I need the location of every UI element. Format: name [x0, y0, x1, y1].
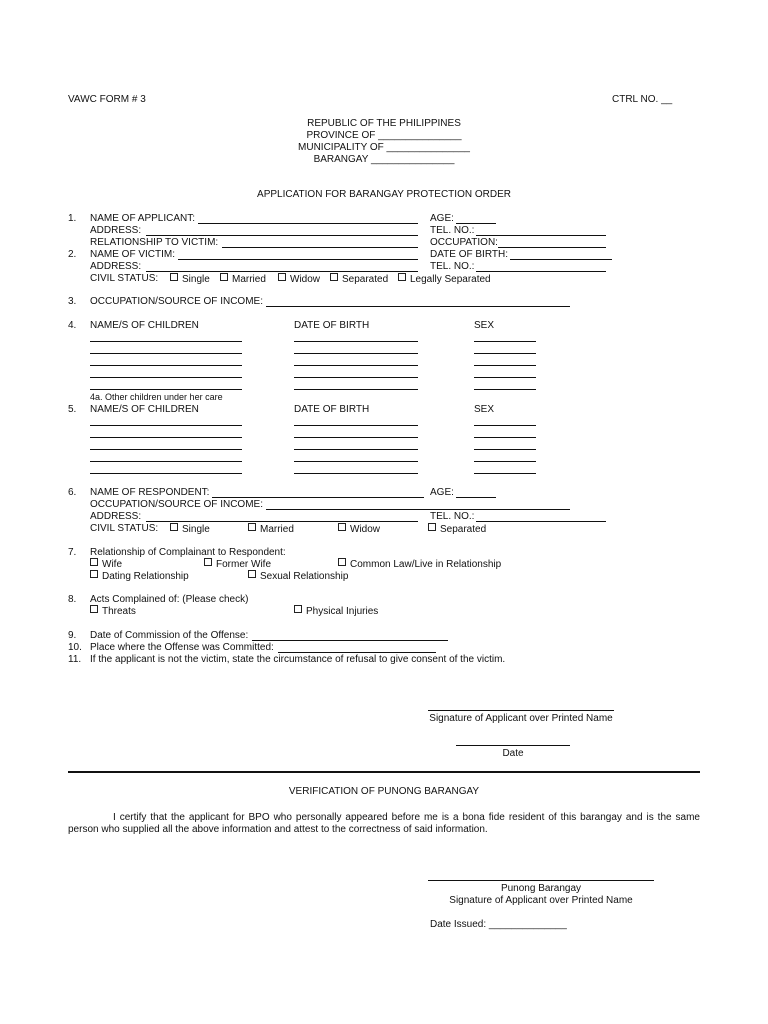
applicant-signature-label: Signature of Applicant over Printed Name — [429, 713, 613, 724]
child-name-field[interactable] — [90, 377, 242, 378]
item-9-number: 9. — [68, 630, 77, 641]
checkbox-icon[interactable] — [278, 273, 286, 281]
applicant-name-label: NAME OF APPLICANT: — [90, 213, 196, 224]
victim-name-field[interactable] — [178, 259, 418, 260]
relationship-option-dating[interactable]: Dating Relationship — [90, 570, 189, 583]
relationship-option-former-wife[interactable]: Former Wife — [204, 558, 271, 571]
child-sex-field[interactable] — [474, 353, 536, 354]
respondent-name-field[interactable] — [212, 497, 424, 498]
applicant-occupation-field[interactable] — [498, 247, 606, 248]
respondent-age-field[interactable] — [456, 497, 496, 498]
respondent-occupation-field[interactable] — [266, 509, 570, 510]
item-4-number: 4. — [68, 320, 77, 331]
victim-name-label: NAME OF VICTIM: — [90, 249, 175, 260]
other-child-name-field[interactable] — [90, 449, 242, 450]
other-child-sex-field[interactable] — [474, 437, 536, 438]
applicant-name-field[interactable] — [198, 223, 418, 224]
other-child-sex-field[interactable] — [474, 425, 536, 426]
child-sex-field[interactable] — [474, 377, 536, 378]
barangay-line: BARANGAY _______________ — [313, 154, 455, 165]
children-heading: NAME/S OF CHILDREN — [90, 320, 199, 331]
respondent-address-label: ADDRESS: — [90, 511, 142, 522]
victim-status-single[interactable]: Single — [170, 273, 210, 286]
respondent-age-label: AGE: — [430, 487, 454, 498]
children-sex-heading: SEX — [474, 320, 495, 331]
victim-tel-label: TEL. NO.: — [430, 261, 475, 272]
relationship-question: Relationship of Complainant to Respondent: — [90, 547, 286, 558]
item-5-number: 5. — [68, 404, 77, 415]
municipality-line: MUNICIPALITY OF _______________ — [298, 142, 470, 153]
ctrl-number: CTRL NO. __ — [612, 94, 673, 105]
child-dob-field[interactable] — [294, 377, 418, 378]
item-10-number: 10. — [68, 642, 82, 653]
date-issued: Date Issued: ______________ — [430, 919, 567, 930]
checkbox-icon[interactable] — [170, 273, 178, 281]
punong-barangay-title: Punong Barangay — [500, 883, 582, 894]
refusal-circumstance-label: If the applicant is not the victim, state the circumstance of refusal to give consent of the victim. — [90, 654, 506, 665]
victim-dob-field[interactable] — [510, 259, 612, 260]
other-child-name-field[interactable] — [90, 461, 242, 462]
other-child-name-field[interactable] — [90, 437, 242, 438]
children-dob-heading: DATE OF BIRTH — [294, 320, 370, 331]
item-3-number: 3. — [68, 296, 77, 307]
province-line: PROVINCE OF _______________ — [306, 130, 462, 141]
respondent-status-separated[interactable]: Separated — [428, 523, 486, 536]
occupation-income-field[interactable] — [266, 306, 570, 307]
child-dob-field[interactable] — [294, 353, 418, 354]
checkbox-icon[interactable] — [248, 523, 256, 531]
child-name-field[interactable] — [90, 341, 242, 342]
checkbox-icon[interactable] — [220, 273, 228, 281]
relationship-field[interactable] — [222, 247, 418, 248]
checkbox-icon[interactable] — [330, 273, 338, 281]
other-child-name-field[interactable] — [90, 425, 242, 426]
checkbox-icon[interactable] — [398, 273, 406, 281]
occupation-income-label: OCCUPATION/SOURCE OF INCOME: — [90, 296, 263, 307]
checkbox-icon[interactable] — [204, 558, 212, 566]
checkbox-icon[interactable] — [248, 570, 256, 578]
applicant-occupation-label: OCCUPATION: — [430, 237, 498, 248]
other-child-sex-field[interactable] — [474, 461, 536, 462]
checkbox-icon[interactable] — [90, 558, 98, 566]
respondent-civil-status-label: CIVIL STATUS: — [90, 523, 159, 534]
other-child-name-field[interactable] — [90, 473, 242, 474]
child-dob-field[interactable] — [294, 341, 418, 342]
applicant-age-field[interactable] — [456, 223, 496, 224]
checkbox-icon[interactable] — [90, 570, 98, 578]
applicant-address-field[interactable] — [146, 235, 418, 236]
item-7-number: 7. — [68, 547, 77, 558]
respondent-name-label: NAME OF RESPONDENT: — [90, 487, 210, 498]
respondent-tel-label: TEL. NO.: — [430, 511, 475, 522]
offense-place-field[interactable] — [278, 652, 436, 653]
victim-address-field[interactable] — [146, 271, 418, 272]
child-dob-field[interactable] — [294, 389, 418, 390]
item-8-number: 8. — [68, 594, 77, 605]
other-children-sex-heading: SEX — [474, 404, 495, 415]
act-option-threats[interactable]: Threats — [90, 605, 136, 618]
victim-status-widow[interactable]: Widow — [278, 273, 320, 286]
victim-dob-label: DATE OF BIRTH: — [430, 249, 508, 260]
other-child-dob-field[interactable] — [294, 461, 418, 462]
other-children-heading: NAME/S OF CHILDREN — [90, 404, 199, 415]
republic-heading: REPUBLIC OF THE PHILIPPINES — [307, 118, 461, 129]
item-1-number: 1. — [68, 213, 77, 224]
child-sex-field[interactable] — [474, 341, 536, 342]
respondent-address-field[interactable] — [146, 521, 418, 522]
section-divider — [68, 771, 700, 773]
relationship-option-sexual[interactable]: Sexual Relationship — [248, 570, 348, 583]
checkbox-icon[interactable] — [294, 605, 302, 613]
other-child-sex-field[interactable] — [474, 449, 536, 450]
relationship-label: RELATIONSHIP TO VICTIM: — [90, 237, 219, 248]
relationship-option-wife[interactable]: Wife — [90, 558, 122, 571]
applicant-tel-field[interactable] — [476, 235, 606, 236]
relationship-option-common-law[interactable]: Common Law/Live in Relationship — [338, 558, 501, 571]
checkbox-icon[interactable] — [90, 605, 98, 613]
checkbox-icon[interactable] — [170, 523, 178, 531]
respondent-status-married[interactable]: Married — [248, 523, 294, 536]
victim-status-separated[interactable]: Separated — [330, 273, 388, 286]
respondent-status-widow[interactable]: Widow — [338, 523, 380, 536]
form-title: APPLICATION FOR BARANGAY PROTECTION ORDER — [257, 189, 511, 200]
other-child-sex-field[interactable] — [474, 473, 536, 474]
offense-date-field[interactable] — [252, 640, 448, 641]
item-6-number: 6. — [68, 487, 77, 498]
victim-status-legally-separated[interactable]: Legally Separated — [398, 273, 491, 286]
applicant-address-label: ADDRESS: — [90, 225, 142, 236]
item-11-number: 11. — [68, 654, 82, 665]
victim-tel-field[interactable] — [476, 271, 606, 272]
other-children-dob-heading: DATE OF BIRTH — [294, 404, 370, 415]
checkbox-icon[interactable] — [428, 523, 436, 531]
victim-civil-status-label: CIVIL STATUS: — [90, 273, 159, 284]
other-child-dob-field[interactable] — [294, 437, 418, 438]
victim-status-married[interactable]: Married — [220, 273, 266, 286]
other-child-dob-field[interactable] — [294, 449, 418, 450]
child-name-field[interactable] — [90, 353, 242, 354]
respondent-occupation-label: OCCUPATION/SOURCE OF INCOME: — [90, 499, 263, 510]
verification-text: I certify that the applicant for BPO who personally appeared before me is a bona fide resident of this barangay and is the same person who supplied all the above information and attest to the correctness of said information. — [68, 812, 700, 835]
punong-barangay-signature-line[interactable] — [428, 880, 654, 881]
act-option-physical-injuries[interactable]: Physical Injuries — [294, 605, 378, 618]
other-child-dob-field[interactable] — [294, 473, 418, 474]
checkbox-icon[interactable] — [338, 523, 346, 531]
applicant-signature-line[interactable] — [428, 710, 614, 711]
item-2-number: 2. — [68, 249, 77, 260]
offense-date-label: Date of Commission of the Offense: — [90, 630, 249, 641]
checkbox-icon[interactable] — [338, 558, 346, 566]
child-dob-field[interactable] — [294, 365, 418, 366]
applicant-tel-label: TEL. NO.: — [430, 225, 475, 236]
punong-barangay-signature-label: Signature of Applicant over Printed Name — [449, 895, 633, 906]
victim-address-label: ADDRESS: — [90, 261, 142, 272]
child-name-field[interactable] — [90, 389, 242, 390]
child-sex-field[interactable] — [474, 365, 536, 366]
other-child-dob-field[interactable] — [294, 425, 418, 426]
child-sex-field[interactable] — [474, 389, 536, 390]
form-label: VAWC FORM # 3 — [68, 94, 146, 105]
verification-title: VERIFICATION OF PUNONG BARANGAY — [288, 786, 480, 797]
applicant-age-label: AGE: — [430, 213, 454, 224]
offense-place-label: Place where the Offense was Committed: — [90, 642, 274, 653]
acts-complained-label: Acts Complained of: (Please check) — [90, 594, 249, 605]
respondent-status-single[interactable]: Single — [170, 523, 210, 536]
respondent-tel-field[interactable] — [476, 521, 606, 522]
other-children-note: 4a. Other children under her care — [90, 392, 223, 402]
applicant-date-label: Date — [502, 748, 524, 759]
applicant-date-line[interactable] — [456, 745, 570, 746]
child-name-field[interactable] — [90, 365, 242, 366]
